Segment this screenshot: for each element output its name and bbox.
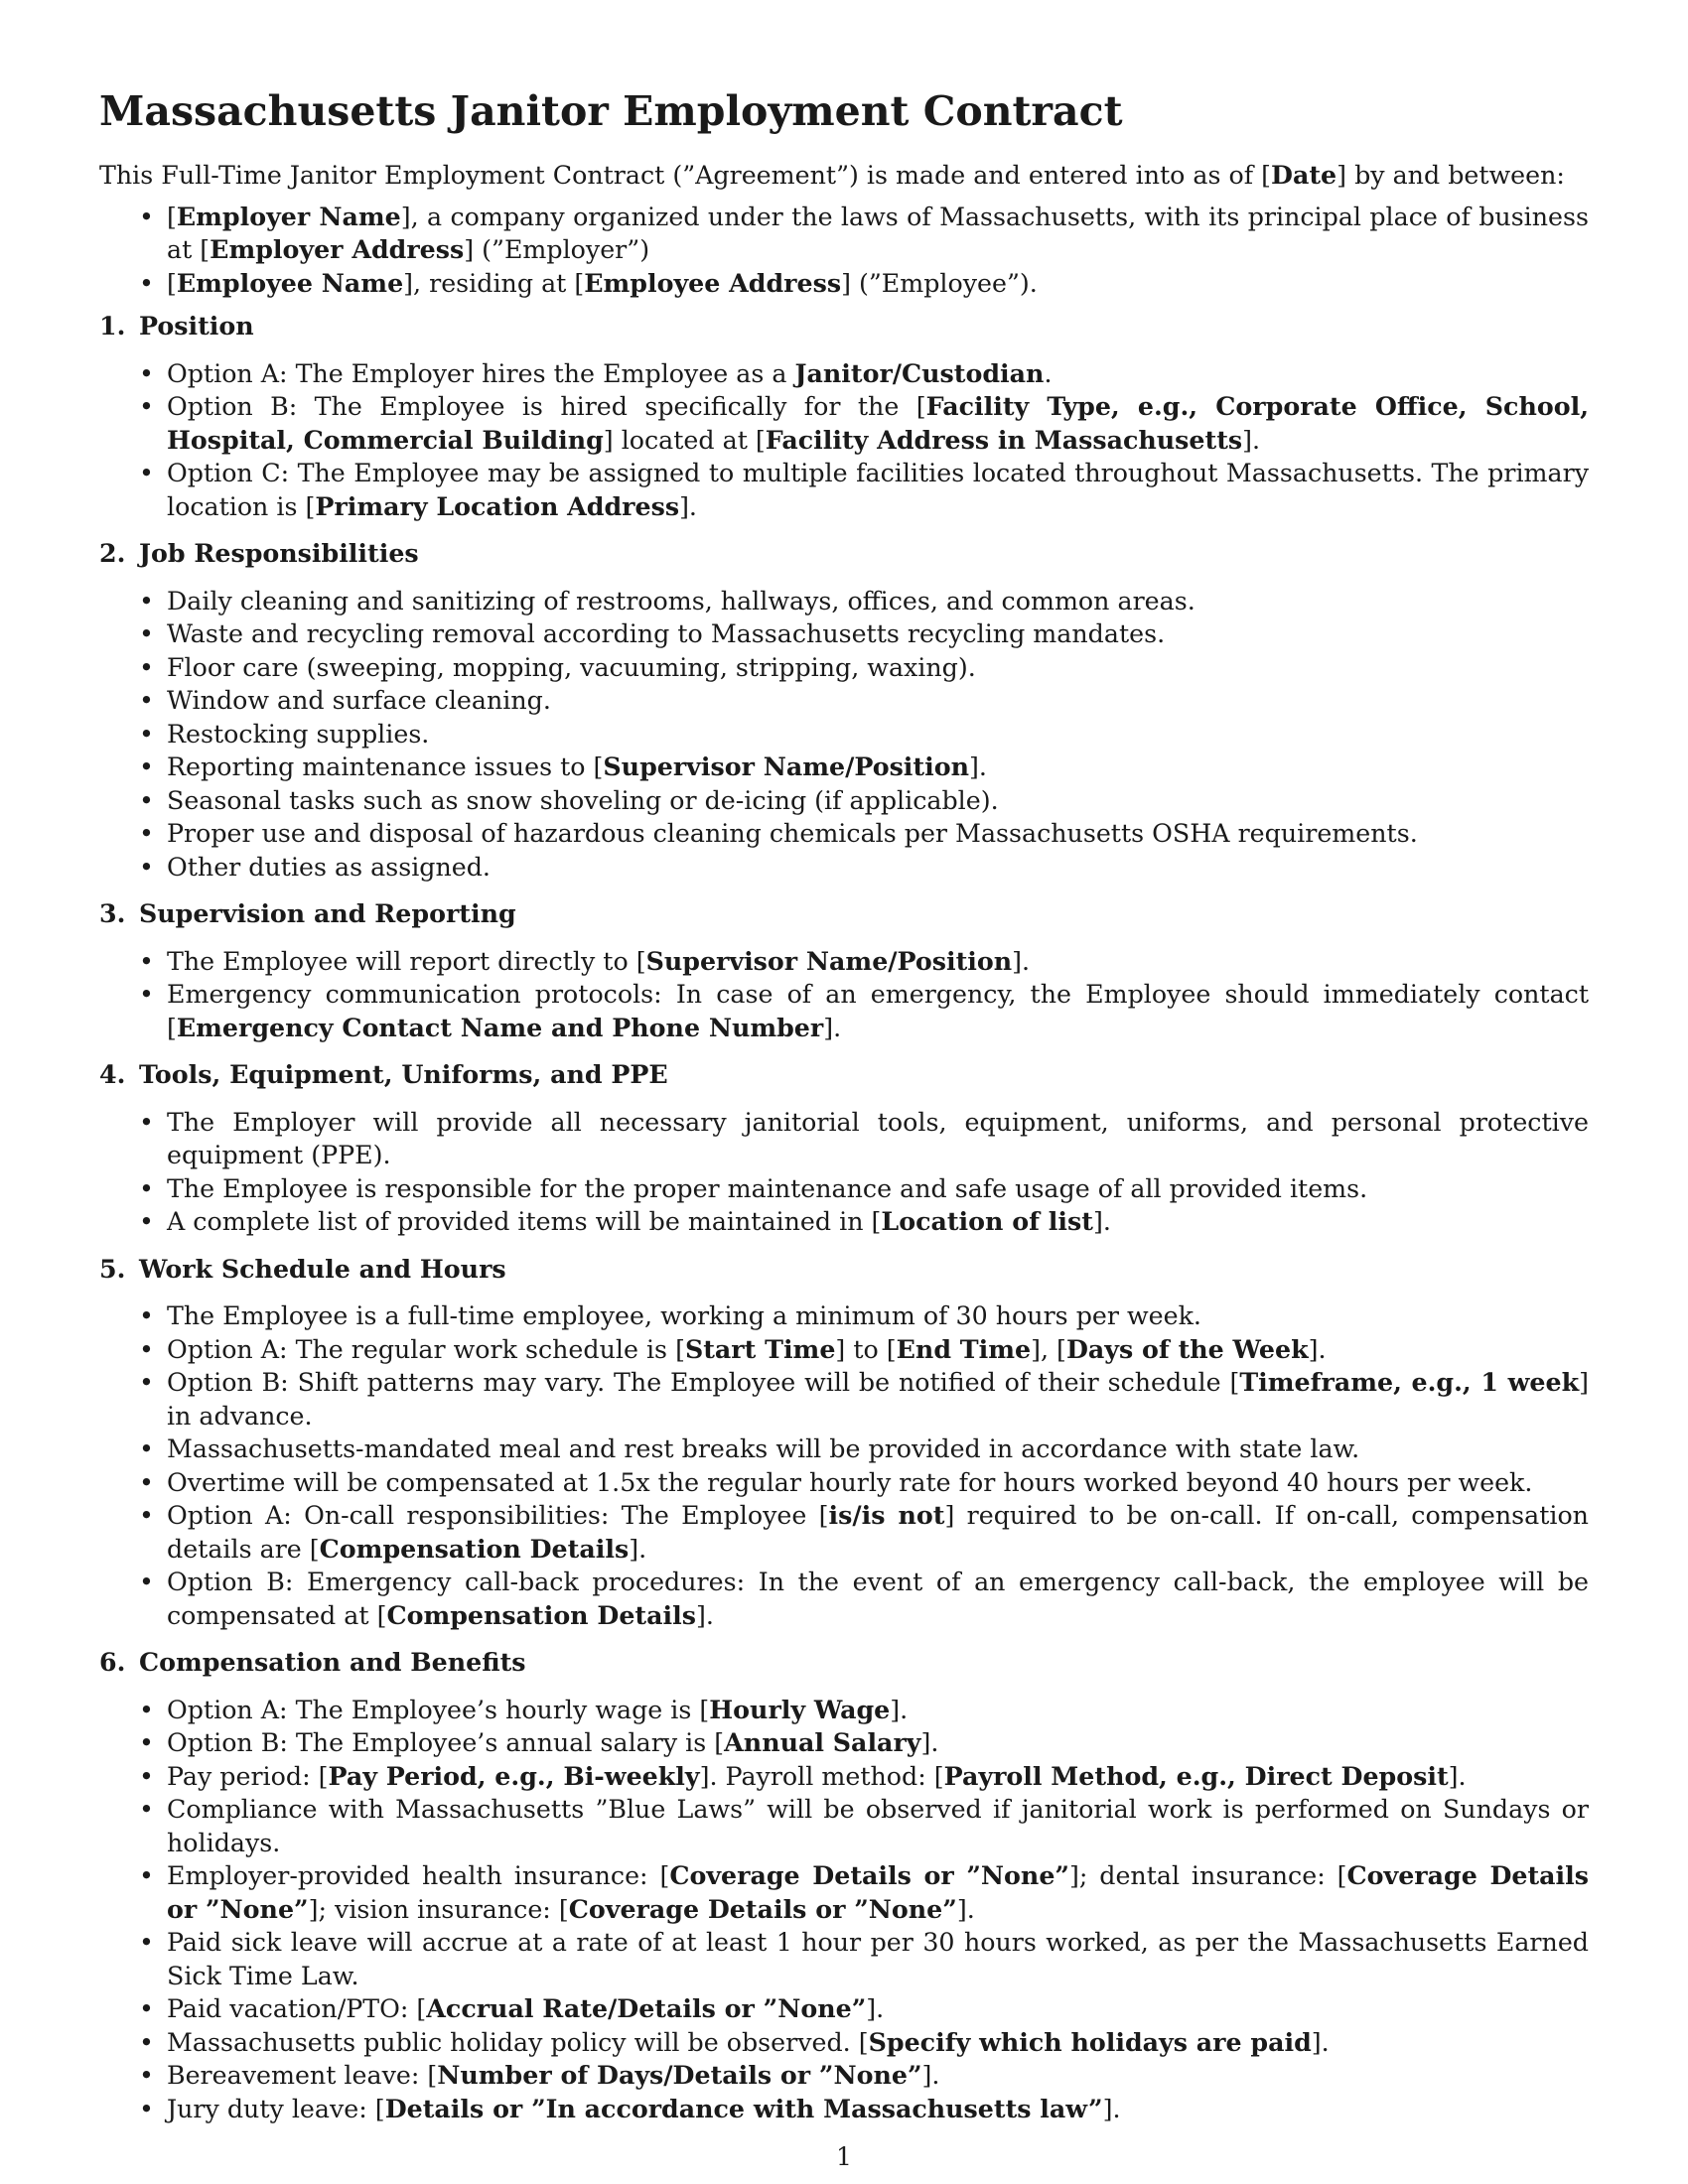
text-run: ]. xyxy=(1308,1334,1327,1364)
text-run: ], [ xyxy=(1031,1334,1066,1364)
text-run: The Employee is responsible for the proper maintenance and safe usage of all provided items. xyxy=(167,1173,1368,1203)
list-item xyxy=(99,1992,1589,2026)
placeholder-field: Janitor/Custodian xyxy=(794,357,1045,388)
section-title: Supervision and Reporting xyxy=(139,898,516,928)
text-run: ], residing at [ xyxy=(403,268,585,298)
text-run: Overtime will be compensated at 1.5x the regular hourly rate for hours worked beyond 40 hours per week. xyxy=(167,1467,1533,1497)
list-item xyxy=(99,2026,1589,2060)
text-run: Option B: The Employee’s annual salary is [ xyxy=(167,1728,725,1757)
text-run: ] in advance. xyxy=(167,1368,1589,1431)
placeholder-field: Employee Name xyxy=(176,267,404,298)
text-run: ]. xyxy=(956,1894,975,1924)
list-item xyxy=(99,978,1589,1044)
text-run: ]. xyxy=(1448,1761,1467,1791)
list-item xyxy=(99,1466,1589,1500)
list-item xyxy=(99,1760,1589,1794)
placeholder-field: Date xyxy=(1271,160,1337,190)
text-run: Floor care (sweeping, mopping, vacuuming, stripping, waxing). xyxy=(167,652,976,682)
text-run: ]. xyxy=(890,1695,909,1724)
list-item xyxy=(99,390,1589,457)
text-run: ]. xyxy=(679,491,697,521)
placeholder-field: Location of list xyxy=(881,1206,1093,1236)
text-run: The Employee is a full-time employee, working a minimum of 30 hours per week. xyxy=(167,1301,1201,1330)
placeholder-field: is/is not xyxy=(828,1500,945,1530)
text-run: . xyxy=(1044,358,1053,388)
section-number: 1. xyxy=(99,311,126,341)
section-items xyxy=(99,1299,1589,1632)
text-run: Pay period: [ xyxy=(167,1761,329,1791)
section-heading xyxy=(99,1253,1589,1287)
text-run: ]. xyxy=(968,752,987,781)
placeholder-field: Employee Address xyxy=(584,267,842,298)
section-number: 4. xyxy=(99,1059,126,1089)
party-employer xyxy=(99,201,1589,267)
text-run: Restocking supplies. xyxy=(167,719,430,749)
section-number: 3. xyxy=(99,898,126,928)
text-run: ] located at [ xyxy=(603,425,766,455)
placeholder-field: Coverage Details or ”None” xyxy=(568,1893,957,1924)
text-run: ] (”Employee”). xyxy=(841,268,1038,298)
section-number: 6. xyxy=(99,1647,126,1677)
list-item xyxy=(99,585,1589,618)
section-5 xyxy=(99,1253,1589,1633)
text-run: ] by and between: xyxy=(1336,161,1565,190)
text-run: Paid vacation/PTO: [ xyxy=(167,1994,427,2023)
placeholder-field: Primary Location Address xyxy=(315,490,680,521)
text-run: Option C: The Employee may be assigned to multiple facilities located throughout Massachusetts. The primary location is [ xyxy=(167,459,1589,521)
list-item xyxy=(99,784,1589,818)
placeholder-field: Details or ”In accordance with Massachusetts law” xyxy=(384,2093,1103,2123)
text-run: ]. Payroll method: [ xyxy=(699,1761,944,1791)
text-run: ] required to be on-call. If on-call, compensation details are [ xyxy=(167,1501,1589,1564)
text-run: Seasonal tasks such as snow shoveling or de-icing (if applicable). xyxy=(167,785,999,815)
section-items xyxy=(99,1106,1589,1239)
section-2 xyxy=(99,537,1589,884)
text-run: ] (”Employer”) xyxy=(464,235,650,264)
text-run: Massachusetts public holiday policy will be observed. [ xyxy=(167,2027,869,2057)
placeholder-field: Start Time xyxy=(684,1333,836,1364)
section-heading xyxy=(99,1646,1589,1680)
text-run: ]; vision insurance: [ xyxy=(308,1894,569,1924)
placeholder-field: Facility Type, e.g., Corporate Office, School, Hospital, Commercial Building xyxy=(167,391,1589,455)
section-title: Job Responsibilities xyxy=(139,538,419,568)
text-run: ]. xyxy=(1242,425,1261,455)
list-item xyxy=(99,1793,1589,1859)
text-run: Compliance with Massachusetts ”Blue Laws” will be observed if janitorial work is performed on Sundays or holidays. xyxy=(167,1795,1589,1857)
placeholder-field: Employer Name xyxy=(176,201,401,231)
list-item xyxy=(99,1926,1589,1992)
text-run: Other duties as assigned. xyxy=(167,852,491,882)
text-run: Option A: The Employer hires the Employee as a xyxy=(167,358,795,388)
placeholder-field: Pay Period, e.g., Bi-weekly xyxy=(328,1760,700,1791)
page-number: 1 xyxy=(836,2142,852,2171)
text-run: ]. xyxy=(920,1728,939,1757)
section-number: 2. xyxy=(99,538,126,568)
placeholder-field: Accrual Rate/Details or ”None” xyxy=(426,1993,867,2023)
text-run: Option A: The regular work schedule is [ xyxy=(167,1334,685,1364)
text-run: The Employer will provide all necessary janitorial tools, equipment, uniforms, and personal protective equipment (PPE). xyxy=(167,1107,1589,1169)
section-title: Compensation and Benefits xyxy=(139,1647,526,1677)
list-item xyxy=(99,1566,1589,1632)
text-run: Option A: On-call responsibilities: The Employee [ xyxy=(167,1501,829,1530)
section-heading xyxy=(99,537,1589,571)
placeholder-field: Coverage Details or ”None” xyxy=(167,1860,1590,1924)
text-run: ]. xyxy=(695,1600,714,1630)
list-item xyxy=(99,1333,1589,1367)
placeholder-field: Employer Address xyxy=(210,234,465,264)
text-run: Waste and recycling removal according to Massachusetts recycling mandates. xyxy=(167,619,1166,648)
list-item xyxy=(99,718,1589,751)
text-run: ]. xyxy=(1311,2027,1330,2057)
text-run: Daily cleaning and sanitizing of restrooms, hallways, offices, and common areas. xyxy=(167,586,1196,615)
list-item xyxy=(99,651,1589,685)
text-run: ]; dental insurance: [ xyxy=(1068,1861,1347,1890)
text-run: Paid sick leave will accrue at a rate of at least 1 hour per 30 hours worked, as per the Massachusetts Earned Sick Time Law. xyxy=(167,1928,1589,1990)
text-run: ]. xyxy=(1092,1207,1111,1236)
list-item xyxy=(99,1433,1589,1466)
list-item xyxy=(99,1694,1589,1727)
placeholder-field: End Time xyxy=(896,1333,1032,1364)
list-item xyxy=(99,817,1589,851)
list-item xyxy=(99,1726,1589,1760)
text-run: Bereavement leave: [ xyxy=(167,2061,438,2090)
section-1 xyxy=(99,310,1589,523)
list-item xyxy=(99,2059,1589,2093)
placeholder-field: Supervisor Name/Position xyxy=(603,751,969,781)
parties-list xyxy=(99,201,1589,301)
text-run: ]. xyxy=(866,1994,885,2023)
placeholder-field: Coverage Details or ”None” xyxy=(669,1860,1069,1890)
list-item xyxy=(99,457,1589,523)
section-heading xyxy=(99,897,1589,931)
text-run: ]. xyxy=(629,1534,647,1564)
text-run: Option B: The Employee is hired specifically for the [ xyxy=(167,392,926,421)
list-item xyxy=(99,1205,1589,1239)
placeholder-field: Supervisor Name/Position xyxy=(645,945,1013,976)
placeholder-field: Number of Days/Details or ”None” xyxy=(437,2060,922,2090)
placeholder-field: Compensation Details xyxy=(386,1599,696,1630)
list-item xyxy=(99,1172,1589,1206)
document-page xyxy=(99,87,1589,2139)
text-run: ]. xyxy=(823,1013,842,1042)
text-run: Reporting maintenance issues to [ xyxy=(167,752,604,781)
text-run: The Employee will report directly to [ xyxy=(167,946,646,976)
text-run: This Full-Time Janitor Employment Contract (”Agreement”) is made and entered into as of [ xyxy=(99,161,1272,190)
section-4 xyxy=(99,1058,1589,1239)
section-3 xyxy=(99,897,1589,1044)
list-item xyxy=(99,1106,1589,1172)
section-title: Position xyxy=(139,311,254,341)
section-title: Tools, Equipment, Uniforms, and PPE xyxy=(139,1059,668,1089)
text-run: ]. xyxy=(921,2061,940,2090)
list-item xyxy=(99,1859,1589,1926)
placeholder-field: Timeframe, e.g., 1 week xyxy=(1239,1367,1580,1397)
sections-container xyxy=(99,310,1589,2125)
placeholder-field: Specify which holidays are paid xyxy=(868,2026,1312,2057)
text-run: Emergency communication protocols: In case of an emergency, the Employee should immediately contact [ xyxy=(167,980,1589,1042)
placeholder-field: Annual Salary xyxy=(724,1727,921,1757)
section-items xyxy=(99,585,1589,885)
intro-paragraph xyxy=(99,159,1589,193)
document-title: Massachusetts Janitor Employment Contract xyxy=(99,87,1123,135)
placeholder-field: Payroll Method, e.g., Direct Deposit xyxy=(943,1760,1449,1791)
text-run: A complete list of provided items will be maintained in [ xyxy=(167,1207,882,1236)
placeholder-field: Hourly Wage xyxy=(709,1694,891,1724)
list-item xyxy=(99,617,1589,651)
text-run: Employer-provided health insurance: [ xyxy=(167,1861,670,1890)
party-employee xyxy=(99,267,1589,301)
text-run: ]. xyxy=(1012,946,1031,976)
list-item xyxy=(99,684,1589,718)
placeholder-field: Emergency Contact Name and Phone Number xyxy=(176,1012,824,1042)
list-item xyxy=(99,1366,1589,1433)
section-number: 5. xyxy=(99,1253,126,1284)
list-item xyxy=(99,357,1589,391)
list-item xyxy=(99,851,1589,885)
text-run: [ xyxy=(167,268,177,298)
list-item xyxy=(99,2093,1589,2126)
section-items xyxy=(99,357,1589,524)
text-run: ], a company organized under the laws of Massachusetts, with its principal place of business at [ xyxy=(167,202,1589,264)
text-run: Option B: Shift patterns may vary. The Employee will be notified of their schedule [ xyxy=(167,1368,1240,1397)
text-run: Massachusetts-mandated meal and rest breaks will be provided in accordance with state law. xyxy=(167,1434,1360,1463)
text-run: ]. xyxy=(1102,2094,1121,2123)
section-heading xyxy=(99,310,1589,343)
list-item xyxy=(99,1299,1589,1333)
text-run: Option A: The Employee’s hourly wage is [ xyxy=(167,1695,710,1724)
placeholder-field: Days of the Week xyxy=(1065,1333,1309,1364)
section-heading xyxy=(99,1058,1589,1092)
section-title: Work Schedule and Hours xyxy=(139,1253,506,1284)
text-run: Jury duty leave: [ xyxy=(167,2094,385,2123)
text-run: ] to [ xyxy=(835,1334,897,1364)
text-run: Proper use and disposal of hazardous cleaning chemicals per Massachusetts OSHA requirements. xyxy=(167,819,1418,848)
section-items xyxy=(99,1694,1589,2126)
section-items xyxy=(99,945,1589,1045)
text-run: [ xyxy=(167,202,177,231)
list-item xyxy=(99,945,1589,979)
placeholder-field: Facility Address in Massachusetts xyxy=(765,424,1243,455)
placeholder-field: Compensation Details xyxy=(319,1533,630,1564)
list-item xyxy=(99,751,1589,784)
section-6 xyxy=(99,1646,1589,2125)
text-run: Option B: Emergency call-back procedures: In the event of an emergency call-back, the employee will be compensated at [ xyxy=(167,1568,1589,1630)
list-item xyxy=(99,1499,1589,1566)
text-run: Window and surface cleaning. xyxy=(167,686,551,715)
